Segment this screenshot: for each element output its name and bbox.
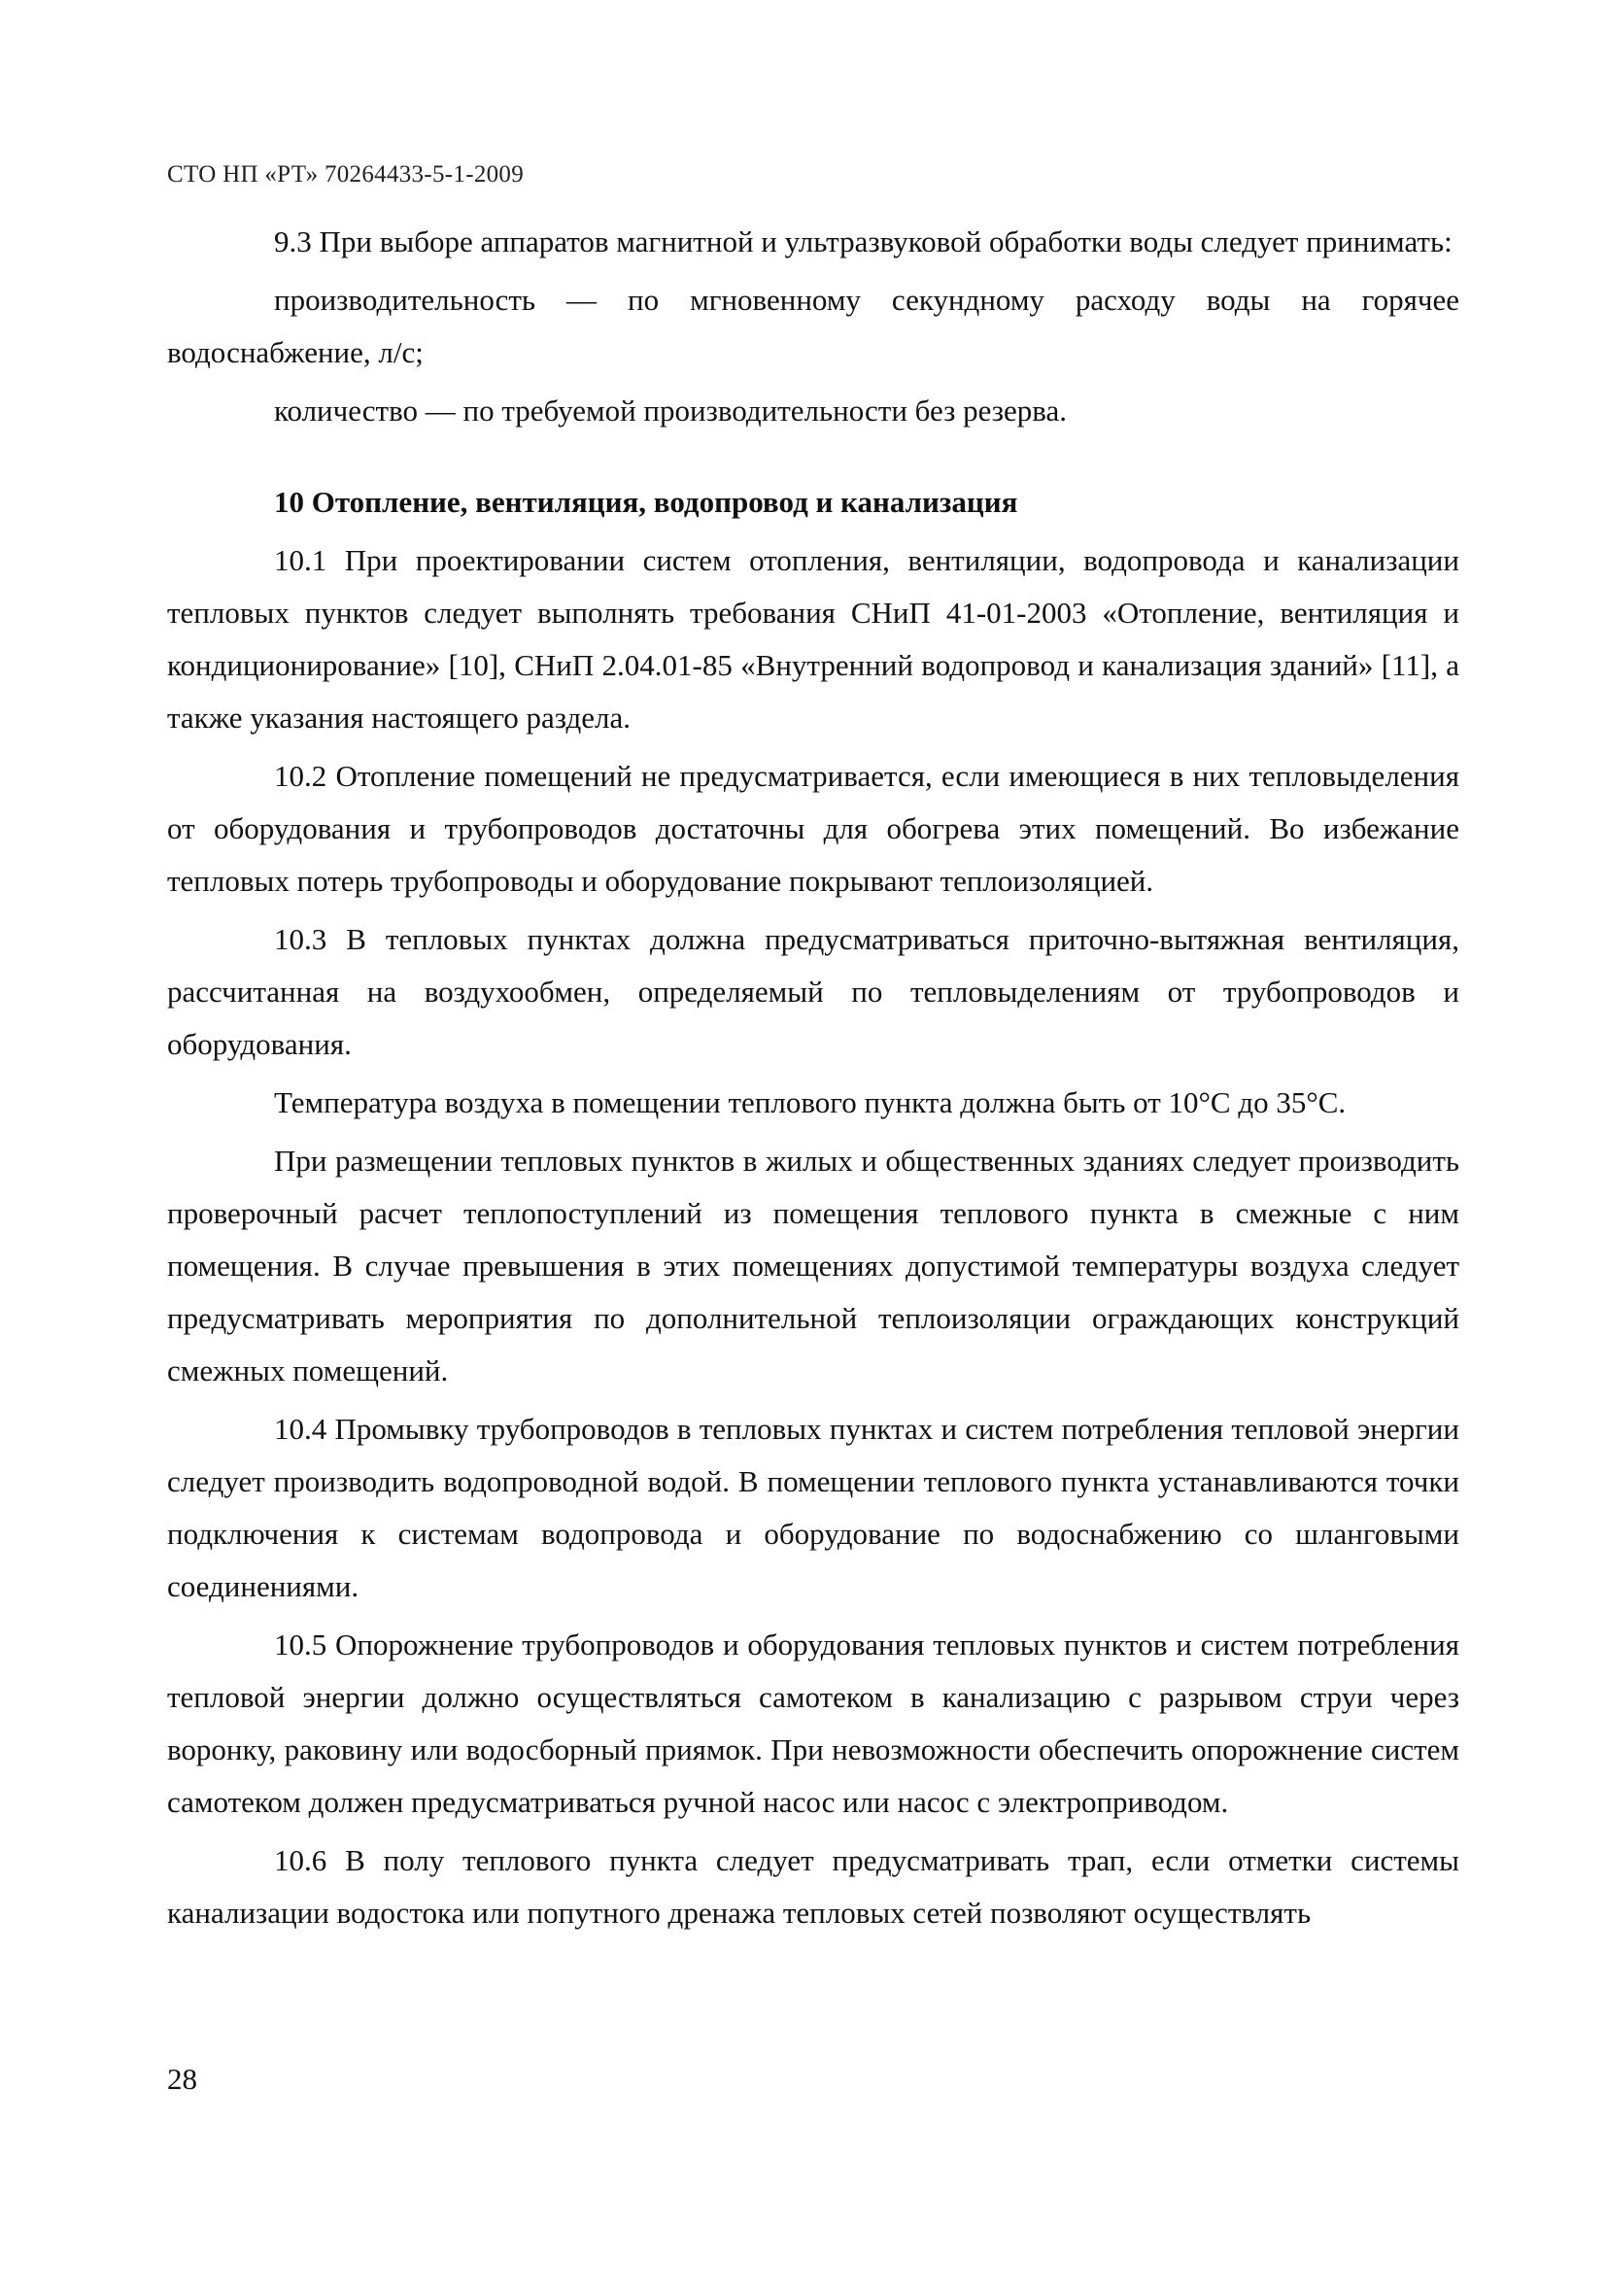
page-number: 28 [167, 2062, 197, 2096]
paragraph-10-5: 10.5 Опорожнение трубопроводов и оборудования тепловых пунктов и систем потребления тепловой энергии должно осуществляться самотеком в канализацию с разрывом струи через воронку, раковину или водосборный приямок. При невозможности обеспечить опорожнение систем самотеком должен предусматриваться ручной насос или насос с электроприводом. [167, 1628, 1459, 1819]
document-header: СТО НП «РТ» 70264433-5-1-2009 [167, 161, 525, 188]
paragraph-10-1: 10.1 При проектировании систем отопления, вентиляции, водопровода и канализации тепловых пунктов следует выполнять требования СНиП 41-01-2003 «Отопление, вентиляция и кондиционирование» [10], СНиП 2.04.01-85 «Внутренний водопровод и канализация зданий» [11], а также указания настоящего раздела. [167, 543, 1459, 735]
paragraph-placement: При размещении тепловых пунктов в жилых и общественных зданиях следует производить проверочный расчет теплопоступлений из помещения теплового пункта в смежные с ним помещения. В случае превышения в этих помещениях допустимой температуры воздуха следует предусматривать мероприятия по дополнительной теплоизоляции ограждающих конструкций смежных помещений. [167, 1144, 1459, 1388]
paragraph-10-3: 10.3 В тепловых пунктах должна предусматриваться приточно-вытяжная вентиляция, рассчитанная на воздухообмен, определяемый по тепловыделениям от трубопроводов и оборудования. [167, 922, 1459, 1061]
paragraph-quantity: количество — по требуемой производительности без резерва. [274, 394, 1068, 428]
paragraph-productivity: производительность — по мгновенному секундному расходу воды на горячее водоснабжение, л/с; [167, 283, 1459, 369]
section-title: 10 Отопление, вентиляция, водопровод и канализация [274, 485, 1018, 519]
paragraph-10-4: 10.4 Промывку трубопроводов в тепловых пунктах и систем потребления тепловой энергии следует производить водопроводной водой. В помещении теплового пункта устанавливаются точки подключения к системам водопровода и оборудование по водоснабжению со шланговыми соединениями. [167, 1412, 1459, 1603]
page-content [167, 216, 1459, 1939]
paragraph-10-6: 10.6 В полу теплового пункта следует предусматривать трап, если отметки системы канализации водостока или попутного дренажа тепловых сетей позволяют осуществлять [167, 1843, 1459, 1930]
paragraph-10-2: 10.2 Отопление помещений не предусматривается, если имеющиеся в них тепловыделения от оборудования и трубопроводов достаточны для обогрева этих помещений. Во избежание тепловых потерь трубопроводы и оборудование покрывают теплоизоляцией. [167, 759, 1459, 898]
paragraph-temperature: Температура воздуха в помещении теплового пункта должна быть от 10°С до 35°С. [274, 1085, 1347, 1119]
paragraph-9-3: 9.3 При выборе аппаратов магнитной и ультразвуковой обработки воды следует принимать: [274, 224, 1453, 258]
